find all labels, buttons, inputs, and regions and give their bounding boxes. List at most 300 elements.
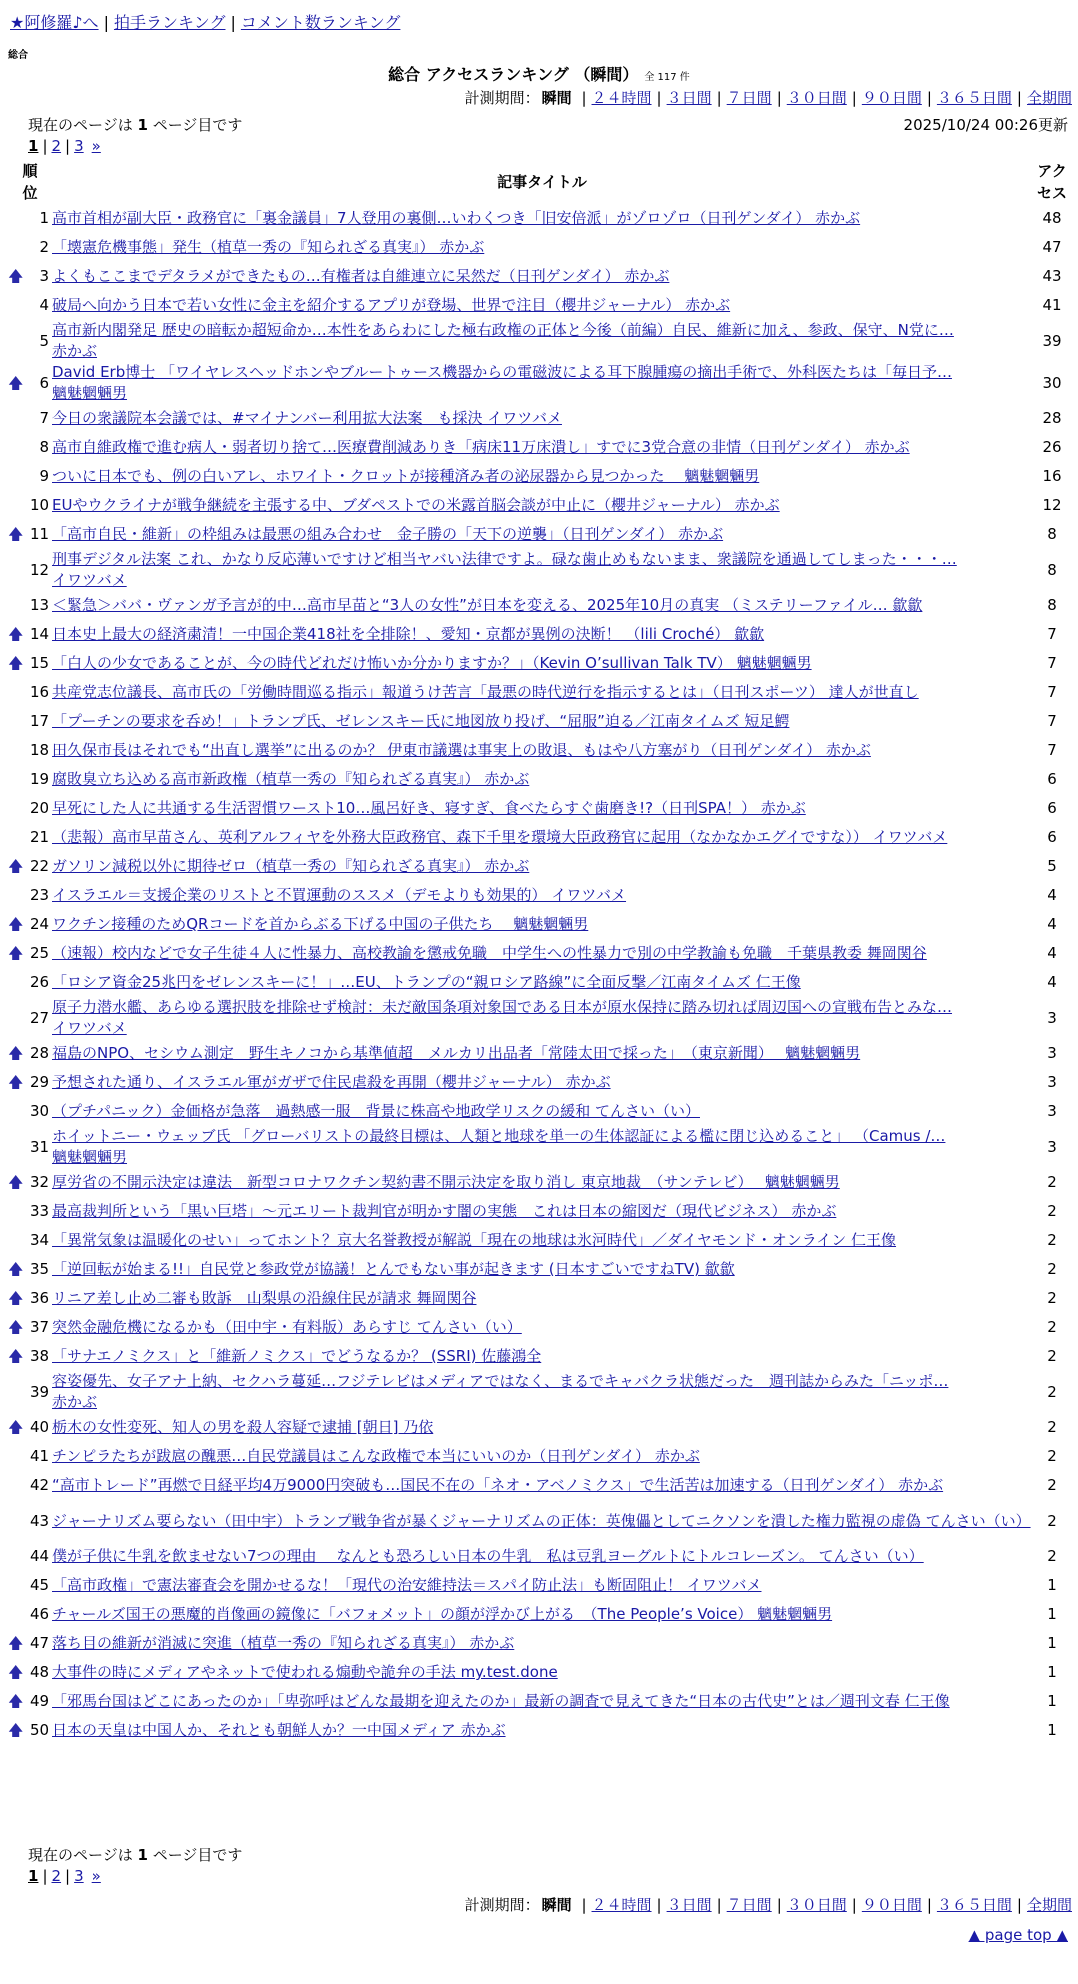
rank-change-cell — [8, 939, 30, 968]
table-row — [8, 997, 1072, 1039]
rank-number: 6 — [39, 373, 49, 392]
article-title-link[interactable]: 栃木の女性変死、知人の男を殺人容疑で逮捕 [朝日] 乃依 — [52, 1418, 434, 1436]
access-count: 4 — [1047, 886, 1057, 904]
access-count: 2 — [1047, 1202, 1057, 1220]
article-title-link[interactable]: 日本の天皇は中国人か、それとも朝鮮人か？一中国メディア 赤かぶ — [52, 1721, 506, 1739]
article-title-link[interactable]: （悲報）高市早苗さん、英利アルフィヤを外務大臣政務官、森下千里を環境大臣政務官に起用（なかなかエグイですな）） イワツバメ — [52, 828, 948, 846]
pager-link[interactable]: 2 — [51, 137, 62, 155]
table-row — [8, 1126, 1072, 1168]
arrow-up-icon: 🡅 — [8, 1347, 24, 1365]
pager-next-link[interactable]: » — [91, 1867, 101, 1885]
article-title-cell — [52, 736, 1032, 765]
article-title-link[interactable]: 高市自維政権で進む病人・弱者切り捨て…医療費削減ありき「病床11万床潰し」すでに3党合意の非情（日刊ゲンダイ） 赤かぶ — [52, 438, 910, 456]
rank-number: 4 — [39, 296, 49, 314]
article-title-cell — [52, 968, 1032, 997]
arrow-up-icon: 🡅 — [8, 1634, 24, 1652]
access-count: 3 — [1047, 1102, 1057, 1120]
rank-number: 29 — [30, 1073, 50, 1091]
article-title-link[interactable]: 今日の衆議院本会議では、#マイナンバー利用拡大法案 も採決 イワツバメ — [52, 409, 562, 427]
table-row — [8, 549, 1072, 591]
article-title-cell — [52, 1226, 1032, 1255]
article-author: 魑魅魍魎男 — [52, 1148, 128, 1166]
article-title-cell — [52, 1168, 1032, 1197]
rank-change-cell — [8, 320, 30, 362]
rank-change-cell — [8, 1255, 30, 1284]
period-link[interactable]: ３０日間 — [786, 89, 847, 107]
rank-number: 16 — [30, 683, 50, 701]
article-title-text: David Erb博士 「ワイヤレスヘッドホンやブルートゥース機器からの電磁波による耳下腺腫瘍の摘出手術で、外科医たちは「毎日予… — [52, 363, 952, 381]
rank-change-cell — [8, 649, 30, 678]
rank-change-cell — [8, 462, 30, 491]
table-row — [8, 939, 1072, 968]
ranking-body — [8, 204, 1072, 1745]
article-title-link[interactable]: リニア差し止め二審も敗訴 山梨県の沿線住民が請求 舞岡関谷 — [52, 1289, 477, 1307]
period-link[interactable]: ９０日間 — [861, 1896, 922, 1914]
rank-change-cell — [8, 794, 30, 823]
rank-number: 44 — [30, 1547, 50, 1565]
access-count: 7 — [1047, 625, 1057, 643]
access-count: 3 — [1047, 1073, 1057, 1091]
rank-number: 22 — [30, 857, 50, 875]
article-title-cell — [52, 765, 1032, 794]
access-count: 6 — [1047, 799, 1057, 817]
period-current: 瞬間 — [541, 89, 572, 107]
rank-change-cell — [8, 1039, 30, 1068]
article-title-cell — [52, 1371, 1032, 1413]
rank-change-cell — [8, 549, 30, 591]
rank-number: 48 — [30, 1663, 50, 1681]
period-link[interactable]: ３０日間 — [786, 1896, 847, 1914]
article-title-cell — [52, 707, 1032, 736]
period-links — [576, 1896, 1072, 1914]
article-title-cell — [52, 1284, 1032, 1313]
article-title-cell — [52, 997, 1032, 1039]
table-row — [8, 765, 1072, 794]
table-row — [8, 852, 1072, 881]
rank-change-cell — [8, 591, 30, 620]
article-title-link[interactable]: “高市トレード”再燃で日経平均4万9000円突破も…国民不在の「ネオ・アベノミクス」で生活苦は加速する（日刊ゲンダイ） 赤かぶ — [52, 1476, 944, 1494]
table-row — [8, 1197, 1072, 1226]
rank-number: 45 — [30, 1576, 50, 1594]
article-title-link[interactable]: 落ち目の維新が消滅に突進（植草一秀の『知られざる真実』） 赤かぶ — [52, 1634, 515, 1652]
article-title-link[interactable] — [52, 320, 1032, 362]
access-count: 2 — [1047, 1382, 1057, 1401]
article-title-cell — [52, 620, 1032, 649]
arrow-up-icon: 🡅 — [8, 525, 24, 543]
rank-change-cell — [8, 1413, 30, 1442]
access-count: 3 — [1047, 1137, 1057, 1156]
rank-number: 36 — [30, 1289, 50, 1307]
period-link[interactable]: ３６５日間 — [936, 1896, 1012, 1914]
arrow-up-icon: 🡅 — [8, 1721, 24, 1739]
period-link[interactable]: ２４時間 — [591, 1896, 652, 1914]
article-title-link[interactable] — [52, 362, 1032, 404]
article-title-cell — [52, 649, 1032, 678]
article-title-cell — [52, 491, 1032, 520]
arrow-up-icon: 🡅 — [8, 857, 24, 875]
rank-number: 5 — [39, 331, 49, 350]
article-title-cell — [52, 520, 1032, 549]
article-title-cell — [52, 1442, 1032, 1471]
article-title-link[interactable]: イスラエル＝支援企業のリストと不買運動のススメ（デモよりも効果的） イワツバメ — [52, 886, 627, 904]
access-count: 8 — [1047, 525, 1057, 543]
access-count: 2 — [1047, 1231, 1057, 1249]
rank-change-cell — [8, 1442, 30, 1471]
rank-number: 7 — [39, 409, 49, 427]
article-title-cell — [52, 320, 1032, 362]
article-title-link[interactable]: 突然金融危機になるかも（田中宇・有料版）あらすじ てんさい（い） — [52, 1318, 522, 1336]
article-title-cell — [52, 1039, 1032, 1068]
page-info-post: ページ目です — [147, 1846, 243, 1864]
period-link[interactable]: 全期間 — [1026, 1896, 1072, 1914]
rank-change-cell — [8, 233, 30, 262]
nav-link-applause-ranking[interactable]: 拍手ランキング — [113, 13, 226, 32]
article-title-cell — [52, 233, 1032, 262]
rank-number: 19 — [30, 770, 50, 788]
rank-number: 31 — [30, 1137, 50, 1156]
pager-next-link[interactable]: » — [91, 137, 101, 155]
article-title-link[interactable]: 「高市政権」で憲法審査会を開かせるな！「現代の治安維持法＝スパイ防止法」も断固阻止！ イワツバメ — [52, 1576, 762, 1594]
access-count: 8 — [1047, 560, 1057, 579]
article-title-link[interactable]: ジャーナリズム要らない（田中宇）トランプ戦争省が暴くジャーナリズムの正体：英傀儡としてニクソンを潰した権力監視の虚偽 てんさい（い） — [52, 1511, 1031, 1530]
article-title-cell — [52, 1197, 1032, 1226]
period-separator: | — [581, 89, 587, 107]
period-separator: | — [581, 1896, 587, 1914]
table-row — [8, 1600, 1072, 1629]
article-title-link[interactable]: 福島のNPO、セシウム測定 野生キノコから基準値超 メルカリ出品者「常陸太田で採った」 （東京新聞） 魑魅魍魎男 — [52, 1044, 861, 1062]
page-info-pre: 現在のページは — [28, 1846, 138, 1864]
article-title-cell — [52, 1255, 1032, 1284]
rank-number: 3 — [39, 267, 49, 285]
period-separator: | — [1016, 89, 1022, 107]
article-title-link[interactable]: 「邪馬台国はどこにあったのか」「卑弥呼はどんな最期を迎えたのか」最新の調査で見えてきた“日本の古代史”とは／週刊文春 仁王像 — [52, 1692, 950, 1710]
access-count: 6 — [1047, 828, 1057, 846]
table-row — [8, 204, 1072, 233]
article-title-link[interactable]: 「異常気象は温暖化のせい」ってホント？京大名誉教授が解説「現在の地球は氷河時代」／ダイヤモンド・オンライン 仁王像 — [52, 1231, 897, 1249]
article-title-link[interactable]: ガソリン減税以外に期待ゼロ（植草一秀の『知られざる真実』） 赤かぶ — [52, 857, 530, 875]
access-count: 8 — [1047, 596, 1057, 614]
article-title-cell — [52, 678, 1032, 707]
rank-change-cell — [8, 881, 30, 910]
article-title-link[interactable]: （プチパニック）金価格が急落 過熱感一服 背景に株高や地政学リスクの緩和 てんさい（い） — [52, 1102, 700, 1120]
period-separator: | — [716, 89, 722, 107]
nav-link-comment-ranking[interactable]: コメント数ランキング — [240, 13, 401, 32]
page-info-pre: 現在のページは — [28, 116, 138, 134]
table-row — [8, 433, 1072, 462]
rank-change-cell — [8, 1658, 30, 1687]
rank-number: 30 — [30, 1102, 50, 1120]
arrow-up-icon: 🡅 — [8, 944, 24, 962]
rank-number: 50 — [30, 1721, 50, 1739]
rank-change-cell — [8, 491, 30, 520]
rank-number: 12 — [30, 560, 50, 579]
rank-number: 28 — [30, 1044, 50, 1062]
article-title-link[interactable]: ついに日本でも、例の白いアレ、ホワイト・クロットが接種済み者の泌尿器から見つかった 魑魅魍魎男 — [52, 467, 760, 485]
access-count: 2 — [1047, 1173, 1057, 1191]
access-count: 2 — [1047, 1447, 1057, 1465]
col-access-label: アクセス — [1036, 162, 1067, 202]
access-count: 1 — [1047, 1663, 1057, 1681]
rank-number: 49 — [30, 1692, 50, 1710]
article-title-link[interactable]: 「白人の少女であることが、今の時代どれだけ怖いか分かりますか？」（Kevin O’sullivan Talk TV） 魑魅魍魎男 — [52, 654, 812, 672]
table-row — [8, 520, 1072, 549]
rank-number: 38 — [30, 1347, 50, 1365]
table-row — [8, 491, 1072, 520]
col-header-access — [1032, 160, 1072, 204]
period-separator: | — [926, 1896, 932, 1914]
rank-number: 15 — [30, 654, 50, 672]
rank-number: 24 — [30, 915, 50, 933]
table-row — [8, 823, 1072, 852]
article-title-cell — [52, 1068, 1032, 1097]
article-title-text: ホイットニー・ウェッブ氏 「グローバリストの最終目標は、人類と地球を単一の生体認証による檻に閉じ込めること」 （Camus /… — [52, 1127, 946, 1145]
article-title-cell — [52, 462, 1032, 491]
article-title-cell — [52, 362, 1032, 404]
period-separator: | — [926, 89, 932, 107]
access-count: 47 — [1042, 238, 1062, 256]
table-row — [8, 291, 1072, 320]
article-title-link[interactable]: 僕が子供に牛乳を飲ませない7つの理由 なんとも恐ろしい日本の牛乳 私は豆乳ヨーグルトにトルコレーズン。 てんさい（い） — [52, 1547, 924, 1565]
access-count: 4 — [1047, 973, 1057, 991]
arrow-up-icon: 🡅 — [8, 625, 24, 643]
table-row — [8, 678, 1072, 707]
article-title-link[interactable]: ワクチン接種のためQRコードを首からぶる下げる中国の子供たち 魑魅魍魎男 — [52, 915, 589, 933]
article-title-cell — [52, 404, 1032, 433]
table-row — [8, 794, 1072, 823]
article-title-cell — [52, 1571, 1032, 1600]
rank-change-cell — [8, 1226, 30, 1255]
table-row — [8, 968, 1072, 997]
arrow-up-icon: 🡅 — [8, 1418, 24, 1436]
article-title-link[interactable] — [52, 997, 1032, 1039]
access-count: 7 — [1047, 712, 1057, 730]
period-separator: | — [851, 1896, 857, 1914]
article-title-text: 刑事デジタル法案 これ、かなり反応薄いですけど相当ヤバい法律ですよ。碌な歯止めもないまま、衆議院を通過してしまった・・・… — [52, 550, 957, 568]
article-title-link[interactable]: 早死にした人に共通する生活習慣ワースト10…風呂好き、寝すぎ、食べたらすぐ歯磨き!?（日刊SPA！） 赤かぶ — [52, 799, 806, 817]
pager-link[interactable]: 2 — [51, 1867, 62, 1885]
table-row — [8, 1039, 1072, 1068]
article-title-cell — [52, 823, 1032, 852]
arrow-up-icon: 🡅 — [8, 1318, 24, 1336]
rank-number: 23 — [30, 886, 50, 904]
access-count: 2 — [1047, 1260, 1057, 1278]
article-title-link[interactable]: EUやウクライナが戦争継続を主張する中、ブダペストでの米露首脳会談が中止に（櫻井ジャーナル） 赤かぶ — [52, 496, 780, 514]
article-title-link[interactable]: 大事件の時にメディアやネットで使われる煽動や詭弁の手法 my.test.done — [52, 1663, 558, 1681]
rank-change-cell — [8, 433, 30, 462]
article-title-text: 容姿優先、女子アナ上納、セクハラ蔓延…フジテレビはメディアではなく、まるでキャバクラ状態だった 週刊誌からみた「ニッポ… — [52, 1372, 949, 1390]
article-title-link[interactable]: チャールズ国王の悪魔的肖像画の鏡像に「バフォメット」の顔が浮かび上がる （The People’s Voice） 魑魅魍魎男 — [52, 1605, 833, 1623]
rank-number: 18 — [30, 741, 50, 759]
rank-number: 8 — [39, 438, 49, 456]
article-title-text: 高市新内閣発足 歴史の暗転か超短命か…本性をあらわにした極右政権の正体と今後（前編）自民、維新に加え、参政、保守、N党に… — [52, 321, 954, 339]
arrow-up-icon: 🡅 — [8, 654, 24, 672]
article-title-link[interactable]: 「プーチンの要求を呑め！」トランプ氏、ゼレンスキー氏に地図放り投げ、“屈服”迫る／江南タイムズ 短足鰐 — [52, 712, 790, 730]
period-selector-bottom — [465, 1894, 1072, 1915]
pager-link[interactable]: 3 — [74, 137, 84, 155]
article-title-link[interactable]: 予想された通り、イスラエル軍がガザで住民虐殺を再開（櫻井ジャーナル） 赤かぶ — [52, 1073, 611, 1091]
period-link[interactable]: ２４時間 — [591, 89, 652, 107]
rank-change-cell — [8, 823, 30, 852]
arrow-up-icon: 🡅 — [8, 1173, 24, 1191]
rank-change-cell — [8, 1313, 30, 1342]
period-link[interactable]: ７日間 — [726, 1896, 772, 1914]
page-info-num: 1 — [137, 1846, 148, 1864]
article-title-cell — [52, 1658, 1032, 1687]
access-count: 7 — [1047, 741, 1057, 759]
access-count: 2 — [1047, 1318, 1057, 1336]
article-title-link[interactable]: よくもここまでデタラメができたもの…有権者は自維連立に呆然だ（日刊ゲンダイ） 赤かぶ — [52, 267, 670, 285]
arrow-up-icon: 🡅 — [8, 915, 24, 933]
access-count: 48 — [1042, 209, 1062, 227]
rank-change-cell — [8, 1600, 30, 1629]
table-row — [8, 404, 1072, 433]
table-row — [8, 1442, 1072, 1471]
arrow-up-icon: 🡅 — [8, 1289, 24, 1307]
rank-number: 13 — [30, 596, 50, 614]
article-title-link[interactable] — [52, 549, 1032, 591]
article-title-link[interactable]: 高市首相が副大臣・政務官に「裏金議員」7人登用の裏側…いわくつき「旧安倍派」がゾロゾロ（日刊ゲンダイ） 赤かぶ — [52, 209, 861, 227]
article-title-link[interactable]: 田久保市長はそれでも“出直し選挙”に出るのか？ 伊東市議選は事実上の敗退、もはや八方塞がり（日刊ゲンダイ） 赤かぶ — [52, 741, 871, 759]
article-author: 魑魅魍魎男 — [52, 384, 128, 402]
article-title-link[interactable]: 「サナエノミクス」と「維新ノミクス」でどうなるか？ (SSRI) 佐藤鴻全 — [52, 1347, 542, 1365]
rank-change-cell — [8, 707, 30, 736]
nav-link-asyura[interactable]: ★阿修羅♪へ — [10, 13, 99, 32]
pager-top — [28, 137, 101, 155]
period-link[interactable]: ３６５日間 — [936, 89, 1012, 107]
access-count: 4 — [1047, 915, 1057, 933]
rank-number: 9 — [39, 467, 49, 485]
access-count: 7 — [1047, 654, 1057, 672]
rank-number: 37 — [30, 1318, 50, 1336]
period-link[interactable]: ３日間 — [666, 89, 712, 107]
article-title-link[interactable]: 最高裁判所という「黒い巨塔」～元エリート裁判官が明かす闇の実態 これは日本の縮図だ（現代ビジネス） 赤かぶ — [52, 1202, 837, 1220]
rank-change-cell — [8, 620, 30, 649]
table-row — [8, 649, 1072, 678]
rank-number: 21 — [30, 828, 50, 846]
article-title-link[interactable]: 腐敗臭立ち込める高市新政権（植草一秀の『知られざる真実』） 赤かぶ — [52, 770, 530, 788]
article-title-cell — [52, 881, 1032, 910]
rank-change-cell — [8, 910, 30, 939]
rank-change-cell — [8, 1629, 30, 1658]
rank-number: 25 — [30, 944, 50, 962]
period-separator: | — [716, 1896, 722, 1914]
article-title-cell — [52, 1716, 1032, 1745]
rank-number: 33 — [30, 1202, 50, 1220]
period-link[interactable]: ９０日間 — [861, 89, 922, 107]
table-row — [8, 1068, 1072, 1097]
table-row — [8, 910, 1072, 939]
pager-current: 1 — [28, 1867, 39, 1885]
pager-separator: | — [42, 1867, 48, 1885]
rank-number: 47 — [30, 1634, 50, 1652]
access-count: 3 — [1047, 1008, 1057, 1027]
rank-change-cell — [8, 765, 30, 794]
article-title-link[interactable]: 「逆回転が始まる!!」自民党と参政党が協議！とんでもない事が起きます (日本すごいですねTV) 歙歙 — [52, 1260, 735, 1278]
ranking-table — [8, 160, 1072, 1745]
article-title-cell — [52, 910, 1032, 939]
table-row — [8, 1571, 1072, 1600]
article-title-cell — [52, 1413, 1032, 1442]
rank-change-cell — [8, 1571, 30, 1600]
article-title-link[interactable]: 「ロシア資金25兆円をゼレンスキーに！」…EU、トランプの“親ロシア路線”に全面反撃／江南タイムズ 仁王像 — [52, 973, 801, 991]
article-title-cell — [52, 1542, 1032, 1571]
article-title-cell — [52, 1629, 1032, 1658]
period-separator: | — [776, 1896, 782, 1914]
article-title-link[interactable]: ＜緊急＞ババ・ヴァンガ予言が的中…高市早苗と“3人の女性”が日本を変える、2025年10月の真実 （ミステリーファイル… 歙歙 — [52, 596, 923, 614]
table-row — [8, 1255, 1072, 1284]
article-title-link[interactable]: 共産党志位議長、高市氏の「労働時間巡る指示」報道うけ苦言「最悪の時代逆行を指示するとは」（日刊スポーツ） 達人が世直し — [52, 683, 919, 701]
article-author: イワツバメ — [52, 1019, 127, 1037]
period-link[interactable]: 全期間 — [1026, 89, 1072, 107]
article-title-cell — [52, 939, 1032, 968]
rank-number: 2 — [39, 238, 49, 256]
rank-change-cell — [8, 1126, 30, 1168]
article-title-cell — [52, 1687, 1032, 1716]
access-count: 1 — [1047, 1634, 1057, 1652]
access-count: 30 — [1042, 373, 1062, 392]
article-title-link[interactable]: 厚労省の不開示決定は違法 新型コロナワクチン契約書不開示決定を取り消し 東京地裁 （サンテレビ） 魑魅魍魎男 — [52, 1173, 840, 1191]
period-label: 計測期間： — [464, 1896, 540, 1914]
access-count: 43 — [1042, 267, 1062, 285]
article-title-cell — [52, 1342, 1032, 1371]
table-row — [8, 1284, 1072, 1313]
table-row — [8, 1500, 1072, 1542]
rank-change-cell — [8, 997, 30, 1039]
access-count: 28 — [1042, 409, 1062, 427]
rank-number: 32 — [30, 1173, 50, 1191]
article-title-text: 原子力潜水艦、あらゆる選択肢を排除せず検討：未だ敵国条項対象国である日本が原水保持に踏み切れば周辺国への宣戦布告とみな… — [52, 998, 953, 1016]
access-count: 1 — [1047, 1692, 1057, 1710]
article-title-cell — [52, 204, 1032, 233]
article-title-cell — [52, 433, 1032, 462]
article-title-link[interactable] — [52, 1126, 1032, 1168]
table-row — [8, 1687, 1072, 1716]
article-title-link[interactable] — [52, 1371, 1032, 1413]
rank-change-cell — [8, 1284, 30, 1313]
access-count: 3 — [1047, 1044, 1057, 1062]
article-title-link[interactable]: チンピラたちが跋扈の醜悪…自民党議員はこんな政権で本当にいいのか（日刊ゲンダイ） 赤かぶ — [52, 1447, 700, 1465]
table-row — [8, 1313, 1072, 1342]
page-top-link[interactable]: ▲ page top ▲ — [968, 1926, 1068, 1944]
article-title-cell — [52, 1600, 1032, 1629]
article-title-link[interactable]: （速報）校内などで女子生徒４人に性暴力、高校教諭を懲戒免職 中学生への性暴力で別の中学教諭も免職 千葉県教委 舞岡関谷 — [52, 944, 927, 962]
article-author: 赤かぶ — [52, 342, 98, 360]
article-title-link[interactable]: 破局へ向かう日本で若い女性に金主を紹介するアプリが登場、世界で注目（櫻井ジャーナル） 赤かぶ — [52, 296, 731, 314]
table-row — [8, 1471, 1072, 1500]
total-count: 全 117 件 — [644, 72, 690, 83]
rank-number: 10 — [30, 496, 50, 514]
pager-link[interactable]: 3 — [74, 1867, 84, 1885]
article-title-link[interactable]: 「壊憲危機事態」発生（植草一秀の『知られざる真実』） 赤かぶ — [52, 238, 485, 256]
period-link[interactable]: ３日間 — [666, 1896, 712, 1914]
article-title-link[interactable]: 「高市自民・維新」の枠組みは最悪の組み合わせ 金子勝の「天下の逆襲」（日刊ゲンダイ） 赤かぶ — [52, 525, 724, 543]
arrow-up-icon: 🡅 — [8, 1692, 24, 1710]
article-title-link[interactable]: 日本史上最大の経済粛清！一中国企業418社を全排除！、愛知・京都が異例の決断！ （lili Croché） 歙歙 — [52, 625, 765, 643]
period-link[interactable]: ７日間 — [726, 89, 772, 107]
period-selector-top — [465, 87, 1072, 108]
table-row — [8, 736, 1072, 765]
access-count: 1 — [1047, 1576, 1057, 1594]
access-count: 2 — [1047, 1418, 1057, 1436]
article-title-cell — [52, 1500, 1032, 1542]
col-header-rank — [8, 160, 52, 204]
rank-change-cell — [8, 262, 30, 291]
rank-number: 35 — [30, 1260, 50, 1278]
top-nav — [10, 10, 400, 33]
page-info-top — [28, 114, 242, 135]
article-title-cell — [52, 1471, 1032, 1500]
category-tag: 総合 — [8, 50, 28, 61]
